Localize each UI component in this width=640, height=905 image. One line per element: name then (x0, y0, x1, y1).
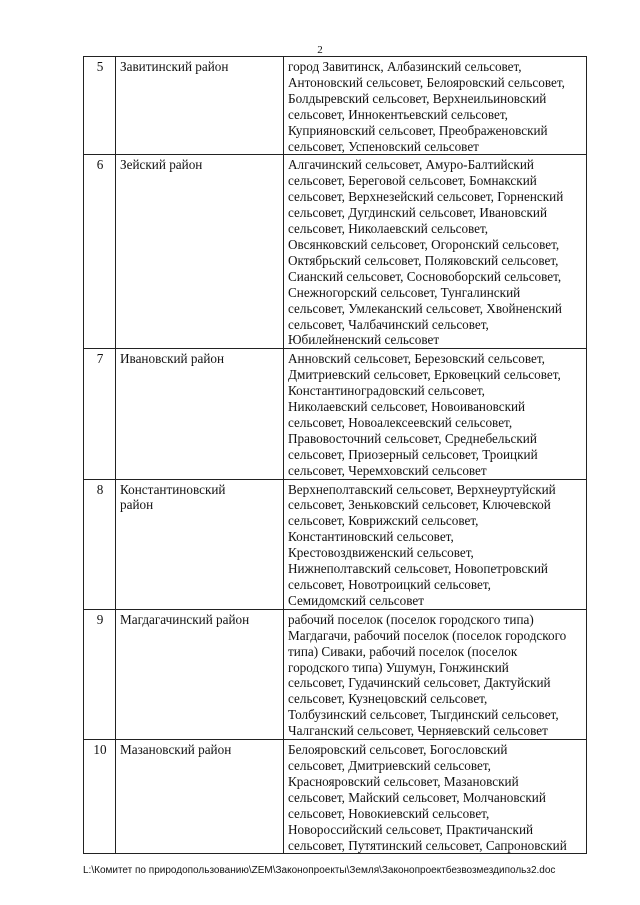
settlements-line: сельсовет, Новокиевский сельсовет, (288, 805, 490, 821)
settlements-line: Куприяновский сельсовет, Преображеновский (288, 122, 548, 138)
settlements-line: сельсовет, Береговой сельсовет, Бомнакский (288, 173, 537, 189)
page-number: 2 (317, 44, 323, 56)
table-row (84, 609, 587, 739)
settlements-line: Овсянковский сельсовет, Огоронский сельсовет, (288, 236, 560, 252)
table-row (84, 740, 587, 854)
settlements-line: сельсовет, Кузнецовский сельсовет, (288, 691, 488, 707)
settlements-line: Болдыревский сельсовет, Верхнеильиновский (288, 90, 547, 106)
district-name-line: район (120, 497, 154, 513)
settlements-line: Нижнеполтавский сельсовет, Новопетровский (288, 561, 548, 577)
district-name-line: Зейский район (120, 157, 203, 173)
district-name-line: Константиновский (120, 481, 226, 497)
settlements-list (284, 740, 587, 854)
settlements-line: Юбилейненский сельсовет (288, 332, 440, 348)
settlements-line: Октябрьский сельсовет, Поляковский сельсовет, (288, 252, 559, 268)
district-name-line: Завитинский район (120, 59, 229, 74)
settlements-line: сельсовет, Иннокентьевский сельсовет, (288, 106, 508, 122)
settlements-line: Чалганский сельсовет, Черняевский сельсовет (288, 723, 548, 739)
settlements-line: Антоновский сельсовет, Белояровский сельсовет, (288, 74, 565, 90)
settlements-line: город Завитинск, Албазинский сельсовет, (288, 59, 522, 74)
settlements-line: Верхнеполтавский сельсовет, Верхнеуртуйский (288, 481, 556, 497)
settlements-list (284, 479, 587, 609)
settlements-line: Крестовоздвиженский сельсовет, (288, 545, 474, 561)
settlements-line: Новороссийский сельсовет, Практичанский (288, 821, 534, 837)
settlements-list (284, 57, 587, 155)
district-name (116, 479, 284, 609)
district-name-line: Мазановский район (120, 742, 232, 758)
settlements-line: сельсовет, Чалбачинский сельсовет, (288, 316, 489, 332)
settlements-line: сельсовет, Умлеканский сельсовет, Хвойненский (288, 300, 562, 316)
settlements-line: Семидомский сельсовет (288, 592, 424, 608)
district-name (116, 155, 284, 349)
settlements-line: сельсовет, Зеньковский сельсовет, Ключевской (288, 497, 551, 513)
settlements-line: сельсовет, Успеновский сельсовет (288, 138, 479, 154)
settlements-line: сельсовет, Новотроицкий сельсовет, (288, 577, 491, 592)
settlements-line: сельсовет, Николаевский сельсовет, (288, 221, 489, 237)
settlements-line: городского типа) Ушумун, Гонжинский (288, 659, 509, 675)
settlements-list (284, 155, 587, 349)
settlements-line: Николаевский сельсовет, Новоивановский (288, 399, 526, 415)
settlements-line: Дмитриевский сельсовет, Ерковецкий сельсовет, (288, 367, 561, 383)
district-name (116, 349, 284, 479)
table-row (84, 57, 587, 155)
settlements-line: сельсовет, Черемховский сельсовет (288, 462, 487, 478)
districts-table (83, 56, 587, 854)
settlements-line: Магдагачи, рабочий поселок (поселок городского (288, 627, 567, 643)
settlements-line: сельсовет, Гудачинский сельсовет, Дактуйский (288, 675, 551, 691)
settlements-line: рабочий поселок (поселок городского типа) (288, 611, 534, 627)
table-row (84, 155, 587, 349)
settlements-line: Анновский сельсовет, Березовский сельсовет, (288, 351, 545, 367)
settlements-line: сельсовет, Коврижский сельсовет, (288, 513, 479, 529)
settlements-line: сельсовет, Приозерный сельсовет, Троицкий (288, 446, 538, 462)
district-name (116, 57, 284, 155)
settlements-line: сельсовет, Майский сельсовет, Молчановский (288, 789, 546, 805)
row-number: 5 (84, 57, 116, 155)
file-path-footer: L:\Комитет по природопользованию\ZEM\Законопроекты\Земля\Законопроектбезвозмездипольз2.doc (83, 865, 556, 876)
settlements-line: сельсовет, Новоалексеевский сельсовет, (288, 414, 513, 430)
settlements-line: сельсовет, Дмитриевский сельсовет, (288, 757, 491, 773)
table-row (84, 479, 587, 609)
settlements-line: Алгачинский сельсовет, Амуро-Балтийский (288, 157, 534, 173)
row-number: 8 (84, 479, 116, 609)
district-name-line: Ивановский район (120, 351, 225, 367)
table-row (84, 349, 587, 479)
settlements-line: Сианский сельсовет, Сосновоборский сельсовет, (288, 268, 562, 284)
settlements-list (284, 349, 587, 479)
settlements-line: Белояровский сельсовет, Богословский (288, 742, 508, 758)
settlements-line: Константиноградовский сельсовет, (288, 383, 485, 399)
settlements-line: Краснояровский сельсовет, Мазановский (288, 773, 519, 789)
row-number: 7 (84, 349, 116, 479)
district-name (116, 609, 284, 739)
table-body (84, 57, 587, 854)
settlements-line: Правовосточний сельсовет, Среднебельский (288, 430, 537, 446)
settlements-line: Толбузинский сельсовет, Тыгдинский сельсовет, (288, 707, 559, 723)
settlements-line: типа) Сиваки, рабочий поселок (поселок (288, 643, 518, 659)
settlements-line: сельсовет, Дугдинский сельсовет, Ивановский (288, 205, 547, 221)
district-name (116, 740, 284, 854)
row-number: 6 (84, 155, 116, 349)
settlements-line: сельсовет, Верхнезейский сельсовет, Горненский (288, 189, 564, 205)
settlements-list (284, 609, 587, 739)
row-number: 10 (84, 740, 116, 854)
district-name-line: Магдагачинский район (120, 611, 250, 627)
settlements-line: сельсовет, Путятинский сельсовет, Сапроновский (288, 837, 567, 853)
settlements-line: Снежногорский сельсовет, Тунгалинский (288, 284, 521, 300)
row-number: 9 (84, 609, 116, 739)
settlements-line: Константиновский сельсовет, (288, 529, 454, 545)
